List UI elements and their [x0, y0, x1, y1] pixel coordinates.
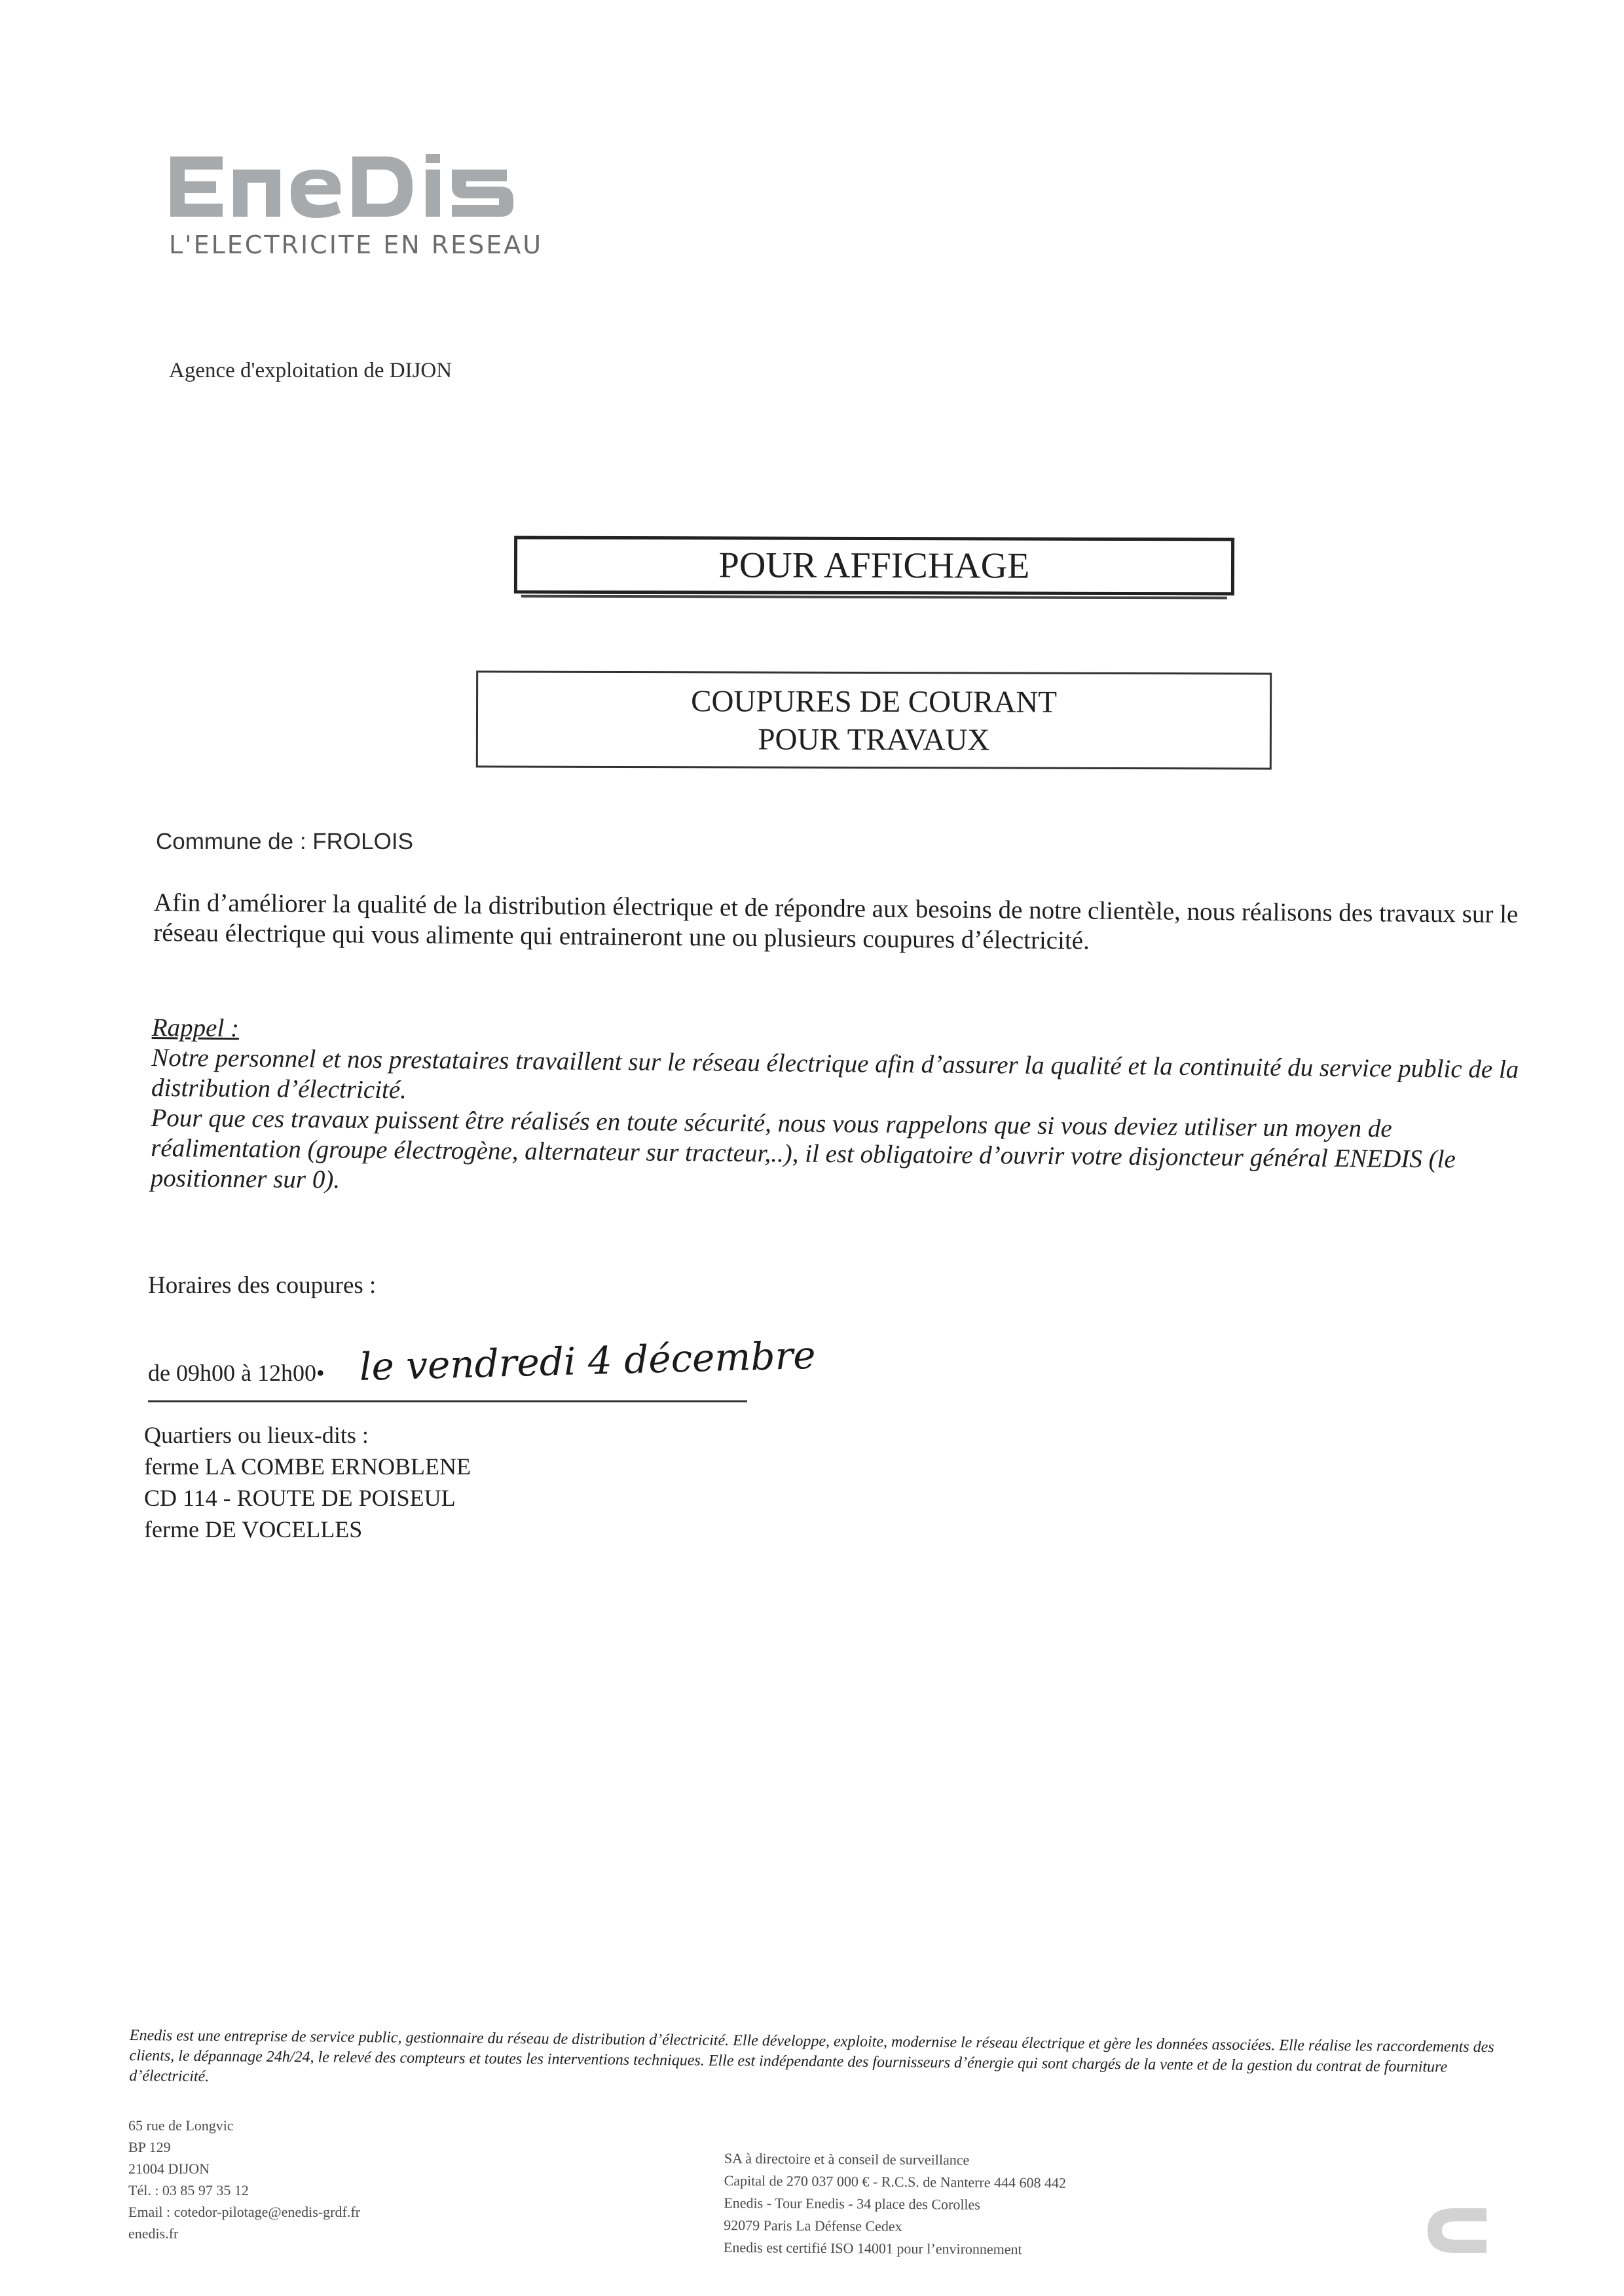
agency-name: Agence d'exploitation de DIJON: [169, 359, 452, 382]
horaires-time: de 09h00 à 12h00•: [148, 1360, 325, 1386]
company-line: Capital de 270 037 000 € - R.C.S. de Nanterre 444 608 442: [724, 2172, 1067, 2191]
rappel-label: Rappel :: [151, 1013, 240, 1043]
coupures-title-line1: COUPURES DE COURANT: [691, 684, 1058, 720]
company-line: 92079 Paris La Défense Cedex: [724, 2216, 902, 2234]
horaires-label: Horaires des coupures :: [148, 1272, 377, 1299]
phone-line: Tél. : 03 85 97 35 12: [128, 2182, 249, 2198]
company-line: Enedis est certifié ISO 14001 pour l’environnement: [723, 2238, 1022, 2258]
address-line: 65 rue de Longvic: [128, 2117, 234, 2134]
rappel-paragraph-2: Pour que ces travaux puissent être réalisés en toute sécurité, nous vous rappelons que si vous deviez utiliser un moyen de réalimentation (groupe électrogène, alternateur sur tracteur,..), il est obligatoire d’ouvrir votre disjoncteur général ENEDIS (le positionner sur 0).: [150, 1103, 1456, 1194]
intro-paragraph: Afin d’améliorer la qualité de la distribution électrique et de répondre aux besoins de notre clientèle, nous réalisons des travaux sur le réseau électrique qui vous alimente qui entraineront une ou plusieurs coupures d’électricité.: [153, 888, 1519, 955]
list-item: CD 114 - ROUTE DE POISEUL: [144, 1485, 456, 1511]
company-line: Enedis - Tour Enedis - 34 place des Corolles: [724, 2194, 981, 2213]
footer-company-note: Enedis est une entreprise de service public, gestionnaire du réseau de distribution d’électricité. Elle développe, exploite, modernise le réseau électrique et gère les données associées. Elle réalise les raccordements des clients, le dépannage 24h/24, le relevé des compteurs et toutes les interventions techniques. Elle est indépendante des fournisseurs d’énergie qui sont chargés de la vente et de la gestion du contrat de fourniture d’électricité.: [129, 2027, 1494, 2086]
quartiers-label: Quartiers ou lieux-dits :: [144, 1422, 369, 1448]
company-line: SA à directoire et à conseil de surveillance: [724, 2150, 970, 2168]
email-line: Email : cotedor-pilotage@enedis-grdf.fr: [128, 2204, 360, 2220]
rappel-section: [151, 1013, 1547, 1206]
handwritten-date: le vendredi 4 décembre: [359, 1332, 817, 1389]
horaires-underline: [148, 1400, 747, 1402]
enedis-logo: [169, 147, 536, 226]
rappel-paragraph-1: Notre personnel et nos prestataires travaillent sur le réseau électrique afin d’assurer la qualité et la continuité du service public de la distribution d’électricité.: [151, 1043, 1519, 1104]
commune-label: Commune de : FROLOIS: [156, 829, 413, 854]
list-item: ferme DE VOCELLES: [144, 1516, 363, 1542]
footer-company-info: [724, 2147, 1067, 2261]
footer-address: [128, 2115, 360, 2244]
pour-affichage-title: POUR AFFICHAGE: [514, 536, 1234, 596]
address-line: BP 129: [128, 2139, 171, 2155]
logo-tagline: L'ELECTRICITE EN RESEAU: [169, 230, 544, 259]
coupures-title-line2: POUR TRAVAUX: [758, 722, 990, 757]
enedis-symbol-icon: [1421, 2203, 1496, 2259]
list-item: ferme LA COMBE ERNOBLENE: [144, 1453, 471, 1480]
address-line: 21004 DIJON: [128, 2160, 210, 2177]
horaires-row: [148, 1332, 817, 1404]
coupures-title-box: [476, 670, 1272, 769]
quartiers-section: [144, 1419, 471, 1545]
website-line: enedis.fr: [128, 2225, 179, 2242]
enedis-logo-mark: [169, 147, 536, 226]
